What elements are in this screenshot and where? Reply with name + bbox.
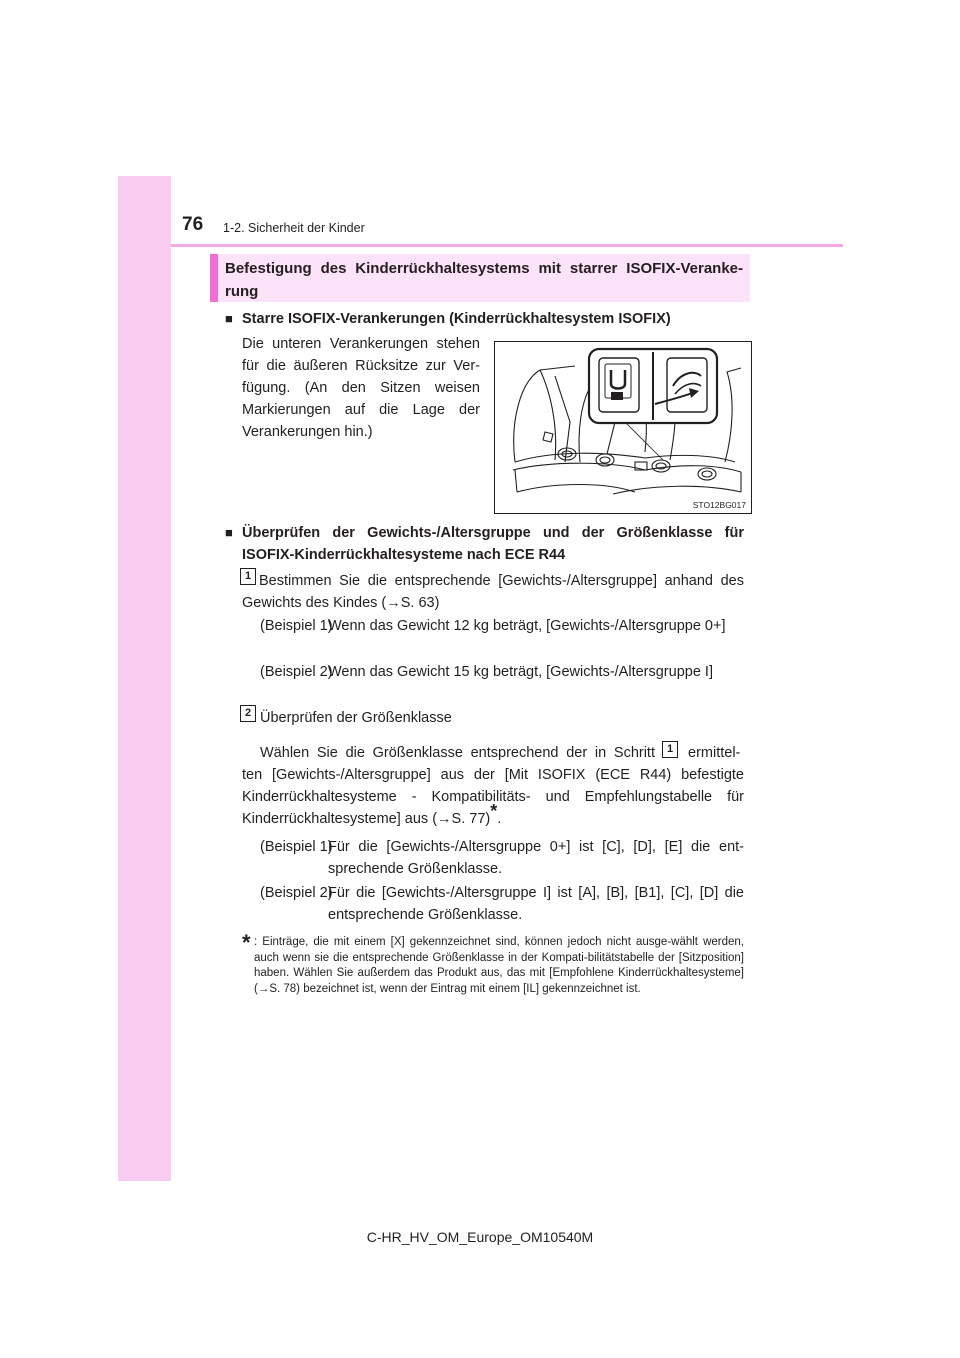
footnote-star: * [242, 930, 251, 955]
step-2-text-period: . [497, 811, 502, 827]
isofix-anchor-figure [494, 341, 752, 514]
step-2-example-1-text: Für die [Gewichts-/Altersgruppe 0+] ist [C], [D], [E] die ent-sprechende Größenklasse. [328, 839, 744, 877]
step-2-example-2-label: (Beispiel 2) [260, 885, 333, 901]
block1-heading: Starre ISOFIX-Verankerungen (Kinderrückhaltesystem ISOFIX) [242, 311, 671, 327]
isofix-seat-illustration [495, 342, 751, 513]
block2-heading: Überprüfen der Gewichts-/Altersgruppe und der Größenklasse für ISOFIX-Kinderrückhaltesysteme nach ECE R44 [242, 525, 744, 563]
step-2-number: 2 [240, 705, 256, 722]
step-1-text: Bestimmen Sie die entsprechende [Gewichts-/Altersgruppe] anhand des Gewichts des Kindes (→S. 63) [242, 573, 744, 611]
step-1-example-1-label: (Beispiel 1) [260, 618, 333, 634]
step-2-text-continued [242, 742, 744, 830]
header-rule [171, 244, 843, 247]
page-sidebar-band [118, 176, 171, 1181]
step-2-title: Überprüfen der Größenklasse [260, 710, 452, 726]
step-2-example-1-label: (Beispiel 1) [260, 839, 333, 855]
step-2-text-start: Wählen Sie die Größenklasse entsprechend der in Schritt [260, 745, 655, 761]
footer-document-code: C-HR_HV_OM_Europe_OM10540M [366, 1229, 594, 1245]
bullet-square-icon: ■ [225, 311, 233, 326]
step-2-inline-step-ref: 1 [662, 741, 678, 758]
page-number: 76 [182, 214, 204, 235]
section-title: Befestigung des Kinderrückhaltesystems mit starrer ISOFIX-Veranke-rung [225, 260, 743, 300]
breadcrumb: 1-2. Sicherheit der Kinder [223, 221, 365, 235]
step-2-example-2-text: Für die [Gewichts-/Altersgruppe I] ist [A], [B], [B1], [C], [D] die entsprechende Größenklasse. [328, 885, 744, 923]
figure-code: STO12BG017 [692, 500, 746, 510]
block1-text: Die unteren Verankerungen stehen für die äußeren Rücksitze zur Ver-fügung. (An den Sitzen weisen Markierungen auf die Lage der Verankerungen hin.) [242, 336, 480, 440]
step-1-example-2-text: Wenn das Gewicht 15 kg beträgt, [Gewichts-/Altersgruppe I] [328, 664, 713, 680]
step-1-example-2-label: (Beispiel 2) [260, 664, 333, 680]
bullet-square-icon: ■ [225, 525, 233, 540]
step-1-example-1-text: Wenn das Gewicht 12 kg beträgt, [Gewichts-/Altersgruppe 0+] [328, 618, 726, 634]
footnote-marker-star: * [490, 801, 498, 822]
step-1-number: 1 [240, 568, 256, 585]
footnote-text: : Einträge, die mit einem [X] gekennzeichnet sind, können jedoch nicht ausge-wählt werden, auch wenn sie die entsprechende Größenklasse in der Kompati-bilitätstabelle der [Sitzposition] haben. Wählen Sie außerdem das Produkt aus, das mit [Empfohlene Kinderrückhaltesysteme] (→S. 78) bezeichnet ist, wenn der Eintrag mit einem [IL] gekennzeichnet ist. [254, 936, 744, 995]
step-2-text-body: ermittel-ten [Gewichts-/Altersgruppe] aus der [Mit ISOFIX (ECE R44) befestigte Kinderrückhaltesysteme - Kompatibilitäts- und Empfehlungstabelle für Kinderrückhaltesysteme] aus (→S. 77) [242, 745, 744, 827]
section-title-accent [210, 254, 218, 302]
